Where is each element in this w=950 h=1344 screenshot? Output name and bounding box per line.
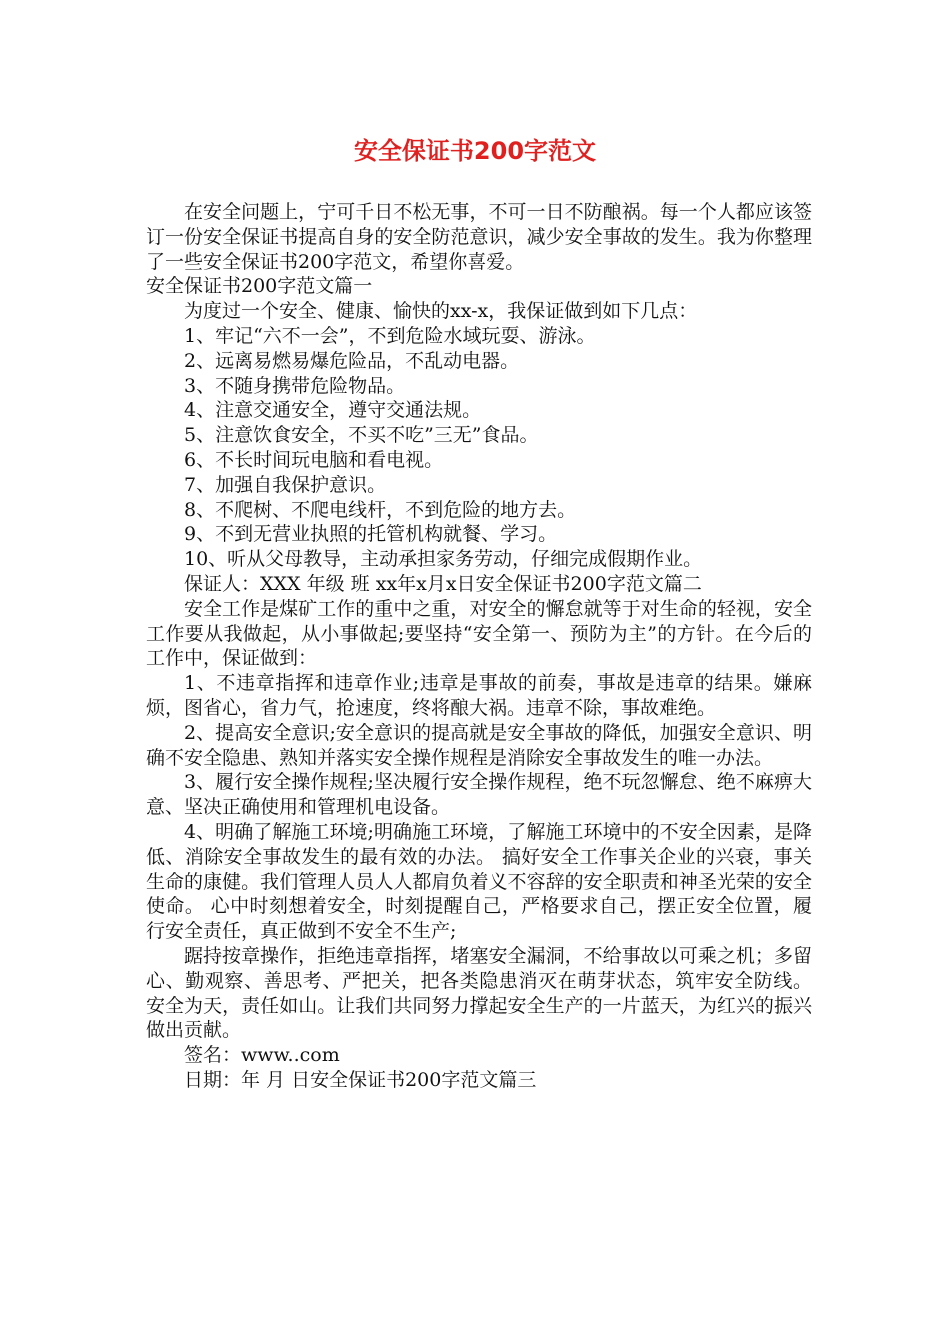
body-paragraph: 1、牢记“六不一会”，不到危险水域玩耍、游泳。 [184,324,596,347]
body-paragraph: 3、不随身携带危险物品。 [184,374,406,397]
body-paragraph: 1、不违章指挥和违章作业;违章是事故的前奏，事故是违章的结果。嫌麻烦，图省心，省力气，抢速度，终将酿大祸。违章不除，事故难绝。 [146,672,812,719]
body-paragraph: 4、注意交通安全，遵守交通法规。 [184,399,482,422]
body-paragraph: 7、加强自我保护意识。 [184,473,387,496]
body-paragraph: 签名：www..com [184,1044,340,1067]
document-body [146,200,812,1093]
body-paragraph: 为度过一个安全、健康、愉快的xx-x，我保证做到如下几点： [184,300,698,323]
document-title: 安全保证书200字范文 [353,137,597,165]
body-paragraph: 2、远离易燃易爆危险品，不乱动电器。 [184,349,520,372]
section-heading: 安全保证书200字范文篇一 [146,275,373,298]
body-paragraph: 4、明确了解施工环境;明确施工环境，了解施工环境中的不安全因素，是降低、消除安全事故发生的最有效的办法。 搞好安全工作事关企业的兴衰，事关生命的康健。我们管理人员人人都肩负着义不容辞的安全职责和神圣光荣的安全使命。 心中时刻想着安全，时刻提醒自己，严格要求自己，摆正安全位置，履行安全责任，真正做到不安全不生产; [146,820,812,943]
body-paragraph: 踞持按章操作，拒绝违章指挥，堵塞安全漏洞，不给事故以可乘之机；多留心、勤观察、善思考、严把关，把各类隐患消灭在萌芽状态，筑牢安全防线。 安全为天，责任如山。让我们共同努力撑起安全生产的一片蓝天，为红兴的振兴做出贡献。 [146,944,812,1042]
body-paragraph: 5、注意饮食安全，不买不吃”三无”食品。 [184,424,539,447]
body-paragraph: 2、提高安全意识;安全意识的提高就是安全事故的降低，加强安全意识、明确不安全隐患、熟知并落实安全操作规程是消除安全事故发生的唯一办法。 [146,721,812,769]
body-paragraph: 9、不到无营业执照的托管机构就餐、学习。 [184,523,558,546]
body-paragraph: 8、不爬树、不爬电线杆，不到危险的地方去。 [184,498,577,521]
body-paragraph: 日期：年 月 日安全保证书200字范文篇三 [184,1068,537,1091]
body-paragraph: 安全工作是煤矿工作的重中之重，对安全的懈怠就等于对生命的轻视，安全工作要从我做起，从小事做起;要坚持“安全第一、预防为主”的方针。在今后的工作中，保证做到： [146,597,812,670]
body-paragraph: 10、听从父母教导，主动承担家务劳动，仔细完成假期作业。 [184,548,703,571]
body-paragraph: 在安全问题上，宁可千日不松无事，不可一日不防酿祸。每一个人都应该签订一份安全保证书提高自身的安全防范意识，减少安全事故的发生。我为你整理了一些安全保证书200字范文，希望你喜爱。 [146,201,812,273]
body-paragraph: 6、不长时间玩电脑和看电视。 [184,448,444,471]
body-paragraph: 3、履行安全操作规程;坚决履行安全操作规程，绝不玩忽懈怠、绝不麻痹大意、坚决正确使用和管理机电设备。 [146,771,812,819]
body-paragraph: 保证人：XXX 年级 班 xx年x月x日安全保证书200字范文篇二 [184,572,702,595]
